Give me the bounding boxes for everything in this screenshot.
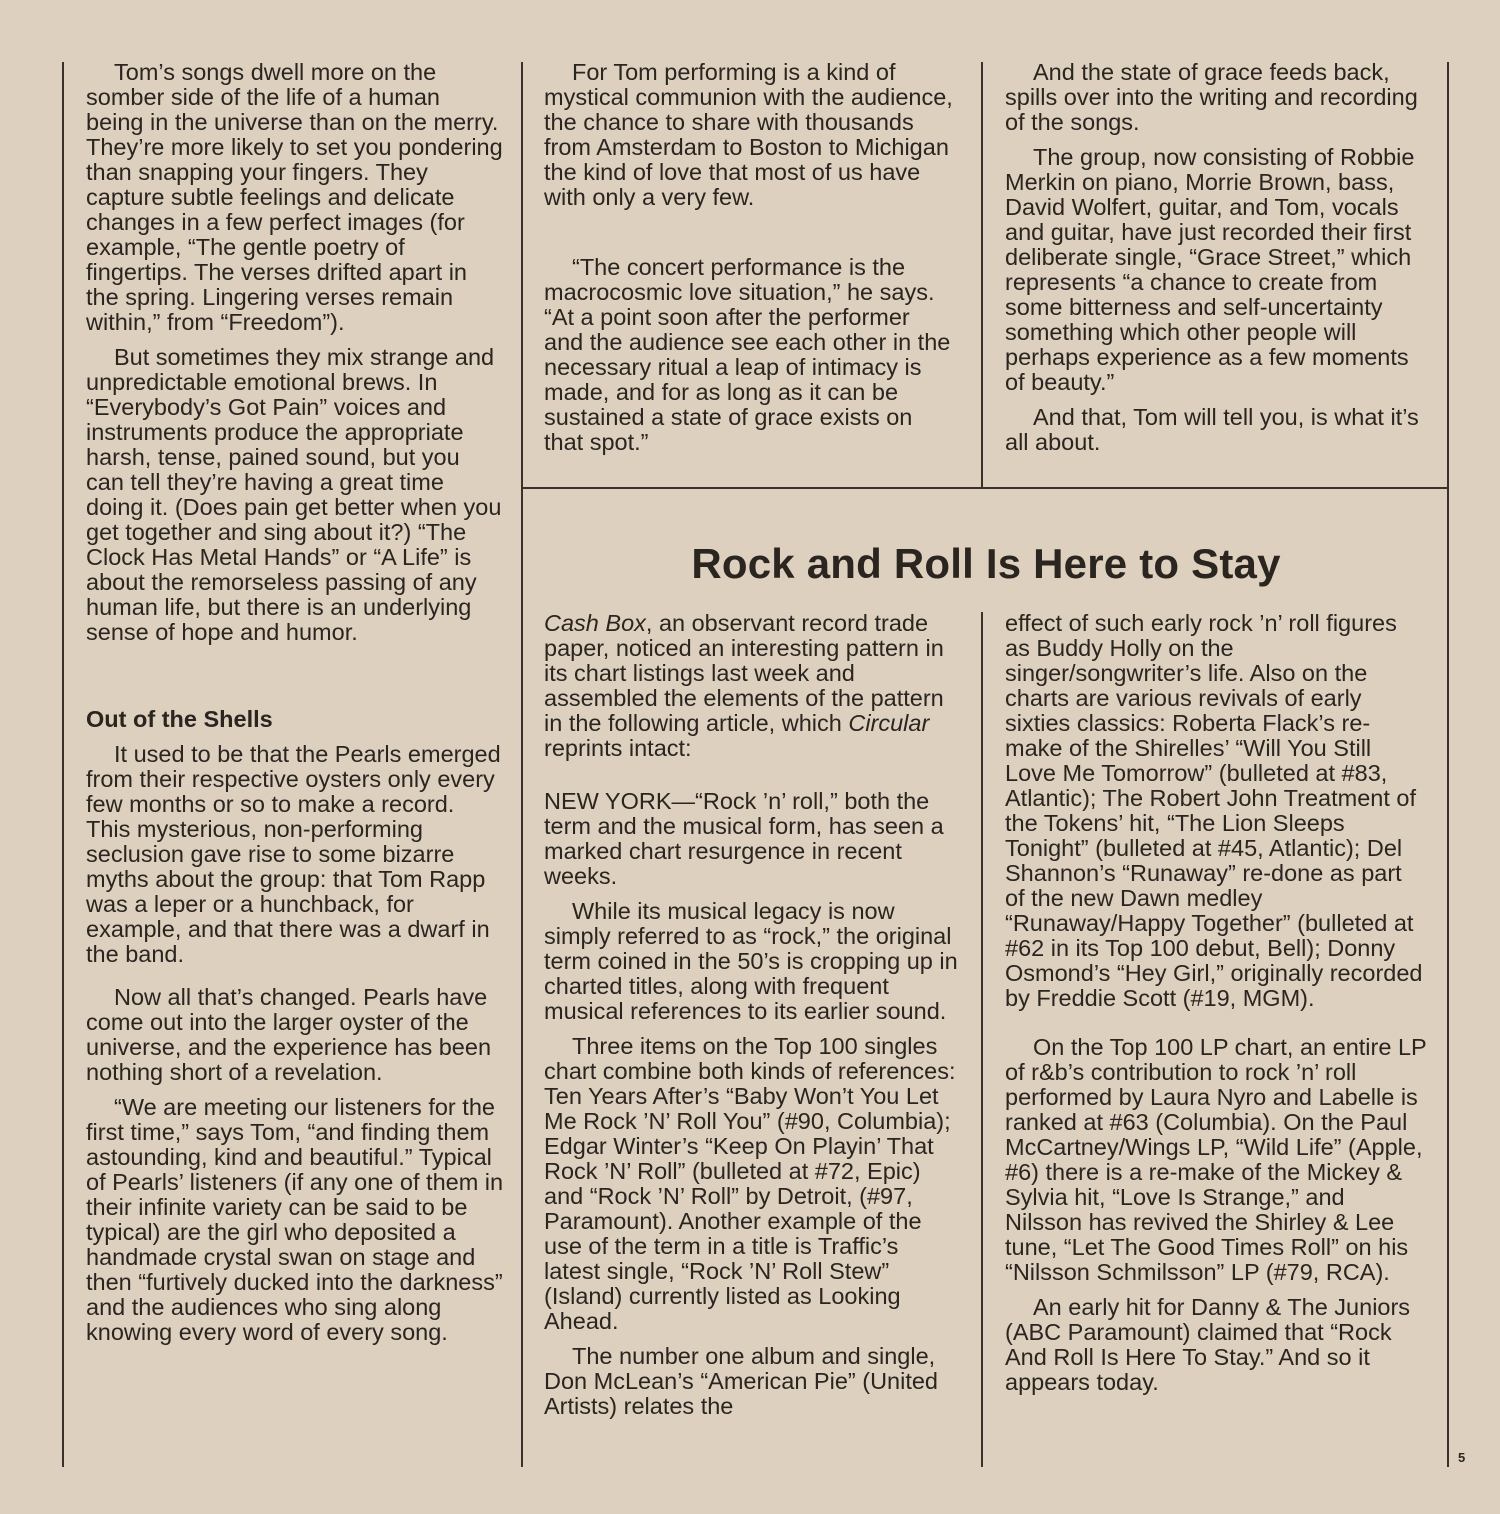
middle-top-paragraph-2: “The concert performance is the macrocosmic love situation,” he says. “At a point soon after the performer and the audience see each other in the necessary ritual a leap of intimacy is made, and for as long as it can be sustained a state of grace exists on that spot.”	[544, 254, 951, 455]
article-right-paragraph-3: An early hit for Danny & The Juniors (ABC Paramount) claimed that “Rock And Roll Is Here To Stay.” And so it appears today.	[1005, 1294, 1411, 1395]
left-paragraph-1: Tom’s songs dwell more on the somber side of the life of a human being in the universe than on the merry. They’re more likely to set you pondering than snapping your fingers. They capture subtle feelings and delicate changes in a few perfect images (for example, “The gentle poetry of fingertips. The verses drifted apart in the spring. Lingering verses remain within,” from “Freedom”).	[86, 59, 503, 335]
intro-text-2: reprints intact:	[544, 735, 692, 761]
article-right-column	[1005, 611, 1427, 1405]
left-column	[86, 60, 504, 1355]
left-paragraph-4: Now all that’s changed. Pearls have come out into the larger oyster of the universe, and the experience has been nothing short of a revelation.	[86, 984, 492, 1085]
article-headline: Rock and Roll Is Here to Stay	[691, 540, 1281, 587]
article-middle-paragraph-2: While its musical legacy is now simply referred to as “rock,” the original term coined in the 50’s is cropping up in charted titles, along with frequent musical references to its earlier sound.	[544, 898, 958, 1024]
right-top-paragraph-3: And that, Tom will tell you, is what it’s all about.	[1005, 404, 1419, 455]
column-rule-left	[62, 62, 64, 1467]
intro-italic-circular: Circular	[848, 710, 930, 736]
article-middle-paragraph-1: NEW YORK—“Rock ’n’ roll,” both the term and the musical form, has seen a marked chart resurgence in recent weeks.	[544, 788, 944, 889]
article-middle-paragraph-4: The number one album and single, Don McLean’s “American Pie” (United Artists) relates the	[544, 1343, 939, 1419]
left-paragraph-2: But sometimes they mix strange and unpredictable emotional brews. In “Everybody’s Got Pain” voices and instruments produce the appropriate harsh, tense, pained sound, but you can tell they’re having a great time doing it. (Does pain get better when you get together and sing about it?) “The Clock Has Metal Hands” or “A Life” is about the remorseless passing of any human life, but there is an underlying sense of hope and humor.	[86, 344, 502, 645]
middle-top-column	[544, 60, 954, 465]
column-rule-bottom-right	[981, 612, 983, 1467]
intro-italic-cash-box: Cash Box	[544, 610, 646, 636]
column-rule-center	[521, 62, 523, 1467]
article-intro	[544, 611, 958, 761]
right-top-column	[1005, 60, 1425, 465]
article-right-paragraph-2: On the Top 100 LP chart, an entire LP of r&b’s contribution to rock ’n’ roll performed by Laura Nyro and Labelle is ranked at #63 (Columbia). On the Paul McCartney/Wings LP, “Wild Life” (Apple, #6) there is a re-make of the Mickey & Sylvia hit, “Love Is Strange,” and Nilsson has revived the Shirley & Lee tune, “Let The Good Times Roll” on his “Nilsson Schmilsson” LP (#79, RCA).	[1005, 1034, 1427, 1285]
article-divider	[521, 487, 1449, 489]
right-top-paragraph-2: The group, now consisting of Robbie Merkin on piano, Morrie Brown, bass, David Wolfert, guitar, and Tom, vocals and guitar, have just recorded their first deliberate single, “Grace Street,” which represents “a chance to create from some bitterness and self-uncertainty something which other people will perhaps experience as a few moments of beauty.”	[1005, 144, 1415, 395]
left-paragraph-5: “We are meeting our listeners for the first time,” says Tom, “and finding them astounding, kind and beautiful.” Typical of Pearls’ listeners (if any one of them in their infinite variety can be said to be typical) are the girl who deposited a handmade crystal swan on stage and then “furtively ducked into the darkness” and the audiences who sing along knowing every word of every song.	[86, 1094, 504, 1345]
article-middle-column	[544, 611, 958, 1429]
column-rule-top-right	[981, 62, 983, 488]
column-rule-far-right	[1447, 62, 1449, 1467]
right-top-paragraph-1: And the state of grace feeds back, spills over into the writing and recording of the songs.	[1005, 59, 1418, 135]
intro-text-1: , an observant record trade paper, noticed an interesting pattern in its chart listings last week and assembled the elements of the pattern in the following article, which	[544, 610, 944, 736]
middle-top-paragraph-1: For Tom performing is a kind of mystical communion with the audience, the chance to share with thousands from Amsterdam to Boston to Michigan the kind of love that most of us have with only a very few.	[544, 59, 953, 210]
left-paragraph-3: It used to be that the Pearls emerged from their respective oysters only every few months or so to make a record. This mysterious, non-performing seclusion gave rise to some bizarre myths about the group: that Tom Rapp was a leper or a hunchback, for example, and that there was a dwarf in the band.	[86, 741, 501, 967]
article-middle-paragraph-3: Three items on the Top 100 singles chart combine both kinds of references: Ten Years After’s “Baby Won’t You Let Me Rock ’N’ Roll You” (#90, Columbia); Edgar Winter’s “Keep On Playin’ That Rock ’N’ Roll” (bulleted at #72, Epic) and “Rock ’N’ Roll” by Detroit, (#97, Paramount). Another example of the use of the term in a title is Traffic’s latest single, “Rock ’N’ Roll Stew” (Island) currently listed as Looking Ahead.	[544, 1033, 956, 1334]
article-right-paragraph-1: effect of such early rock ’n’ roll figures as Buddy Holly on the singer/songwriter’s life. Also on the charts are various revivals of early sixties classics: Roberta Flack’s re-make of the Shirelles’ “Will You Still Love Me Tomorrow” (bulleted at #83, Atlantic); The Robert John Treatment of the Tokens’ hit, “The Lion Sleeps Tonight” (bulleted at #45, Atlantic); Del Shannon’s “Runaway” re-done as part of the new Dawn medley “Runaway/Happy Together” (bulleted at #62 in its Top 100 debut, Bell); Donny Osmond’s “Hey Girl,” originally recorded by Freddie Scott (#19, MGM).	[1005, 610, 1423, 1011]
subhead-out-of-the-shells: Out of the Shells	[86, 706, 273, 732]
page-number: 5	[1458, 1450, 1466, 1465]
